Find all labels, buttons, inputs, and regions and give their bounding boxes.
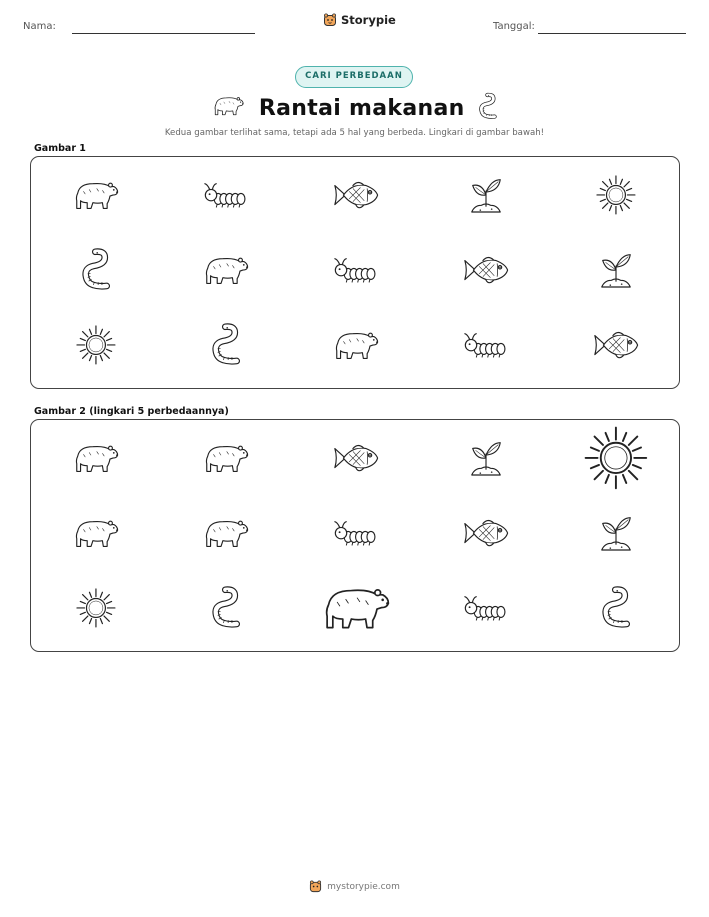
worm-icon[interactable] — [586, 584, 646, 632]
brand-name: Storypie — [341, 13, 396, 27]
brand-logo — [323, 13, 396, 27]
page-title: Rantai makanan — [258, 95, 465, 121]
fish-icon[interactable] — [326, 434, 386, 482]
footer — [0, 880, 709, 893]
sun-icon[interactable] — [66, 321, 126, 369]
caterpillar-icon[interactable] — [326, 509, 386, 557]
fish-icon[interactable] — [456, 509, 516, 557]
storypie-mascot-icon — [323, 13, 337, 27]
worm-icon[interactable] — [196, 321, 256, 369]
sun-icon[interactable] — [586, 434, 646, 482]
sprout-icon[interactable] — [586, 246, 646, 294]
worksheet-header — [0, 0, 709, 40]
bear-icon[interactable] — [326, 584, 386, 632]
bear-icon[interactable] — [66, 509, 126, 557]
bear-icon[interactable] — [66, 434, 126, 482]
bear-icon[interactable] — [196, 509, 256, 557]
bear-icon[interactable] — [66, 171, 126, 219]
fish-icon[interactable] — [326, 171, 386, 219]
title-row — [0, 92, 709, 124]
fish-icon[interactable] — [456, 246, 516, 294]
sprout-icon[interactable] — [456, 171, 516, 219]
caterpillar-icon[interactable] — [196, 171, 256, 219]
storypie-mascot-icon — [309, 880, 322, 893]
bear-icon[interactable] — [326, 321, 386, 369]
picture2-panel — [30, 419, 680, 652]
sprout-icon[interactable] — [586, 509, 646, 557]
caterpillar-icon[interactable] — [326, 246, 386, 294]
sun-icon[interactable] — [586, 171, 646, 219]
title-worm-icon — [479, 92, 497, 125]
bear-icon[interactable] — [196, 434, 256, 482]
sprout-icon[interactable] — [456, 434, 516, 482]
name-label: Nama: — [23, 21, 56, 32]
picture1-panel — [30, 156, 680, 389]
caterpillar-icon[interactable] — [456, 584, 516, 632]
title-bear-icon — [212, 94, 245, 121]
fish-icon[interactable] — [586, 321, 646, 369]
instructions: Kedua gambar terlihat sama, tetapi ada 5 hal yang berbeda. Lingkari di gambar bawah! — [164, 128, 545, 138]
caterpillar-icon[interactable] — [456, 321, 516, 369]
activity-badge: CARI PERBEDAAN — [295, 66, 413, 88]
worm-icon[interactable] — [196, 584, 256, 632]
picture2-label: Gambar 2 (lingkari 5 perbedaannya) — [34, 406, 229, 417]
date-field[interactable] — [538, 33, 686, 34]
sun-icon[interactable] — [66, 584, 126, 632]
picture1-label: Gambar 1 — [34, 143, 86, 154]
worm-icon[interactable] — [66, 246, 126, 294]
date-label: Tanggal: — [493, 21, 535, 32]
footer-url: mystorypie.com — [327, 881, 400, 892]
bear-icon[interactable] — [196, 246, 256, 294]
name-field[interactable] — [72, 33, 255, 34]
